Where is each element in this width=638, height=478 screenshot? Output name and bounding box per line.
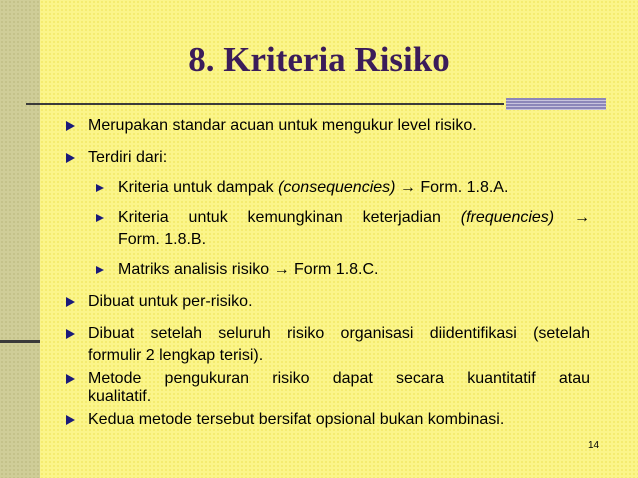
bullet-arrow-icon xyxy=(66,329,75,339)
bullet-text: Terdiri dari: xyxy=(88,149,168,166)
bullet-text: Merupakan standar acuan untuk mengukur level risiko. xyxy=(88,117,477,134)
slide-content xyxy=(64,115,590,431)
bullet-arrow-icon xyxy=(66,415,75,425)
bullet-line: kualitatif. xyxy=(88,388,152,405)
bullet-item xyxy=(64,409,590,431)
bullet-item xyxy=(64,147,590,169)
sub-bullet-line: Form. 1.8.B. xyxy=(118,231,207,248)
bullet-arrow-icon xyxy=(66,374,75,384)
sub-bullet-item xyxy=(94,207,590,251)
title-accent-bar xyxy=(506,98,606,110)
bullet-arrow-icon xyxy=(66,297,75,307)
bullet-item xyxy=(64,115,590,137)
bullet-line: Metode pengukuran risiko dapat secara kuantitatif atau xyxy=(88,370,590,387)
bullet-arrow-icon xyxy=(66,153,75,163)
sub-bullet-arrow-icon xyxy=(96,266,104,274)
slide-number: 14 xyxy=(588,440,600,451)
sub-bullet-line: Kriteria untuk kemungkinan keterjadian (frequencies) → xyxy=(118,209,590,226)
bullet-item xyxy=(64,291,590,313)
sub-bullet-item xyxy=(94,177,590,199)
bullet-item xyxy=(64,323,590,367)
bullet-text: Kedua metode tersebut bersifat opsional bukan kombinasi. xyxy=(88,411,505,428)
sub-bullet-text: Kriteria untuk dampak xyxy=(118,179,279,196)
sub-bullet-arrow-icon xyxy=(96,184,104,192)
bullet-item xyxy=(64,370,590,406)
slide-title: 8. Kriteria Risiko xyxy=(188,40,450,79)
bullet-line: Dibuat setelah seluruh risiko organisasi diidentifikasi (setelah xyxy=(88,325,590,342)
bullet-text: Dibuat untuk per-risiko. xyxy=(88,293,253,310)
sub-bullet-item xyxy=(94,259,590,281)
title-underline xyxy=(26,103,504,105)
sub-bullet-text: Matriks analisis risiko → Form 1.8.C. xyxy=(118,261,379,278)
sub-bullet-italic: (consequencies) xyxy=(278,179,396,196)
bullet-line: formulir 2 lengkap terisi). xyxy=(88,347,264,364)
bullet-arrow-icon xyxy=(66,121,75,131)
sub-bullet-text: → Form. 1.8.A. xyxy=(395,179,509,196)
sub-bullet-arrow-icon xyxy=(96,214,104,222)
left-band-divider xyxy=(0,340,40,343)
